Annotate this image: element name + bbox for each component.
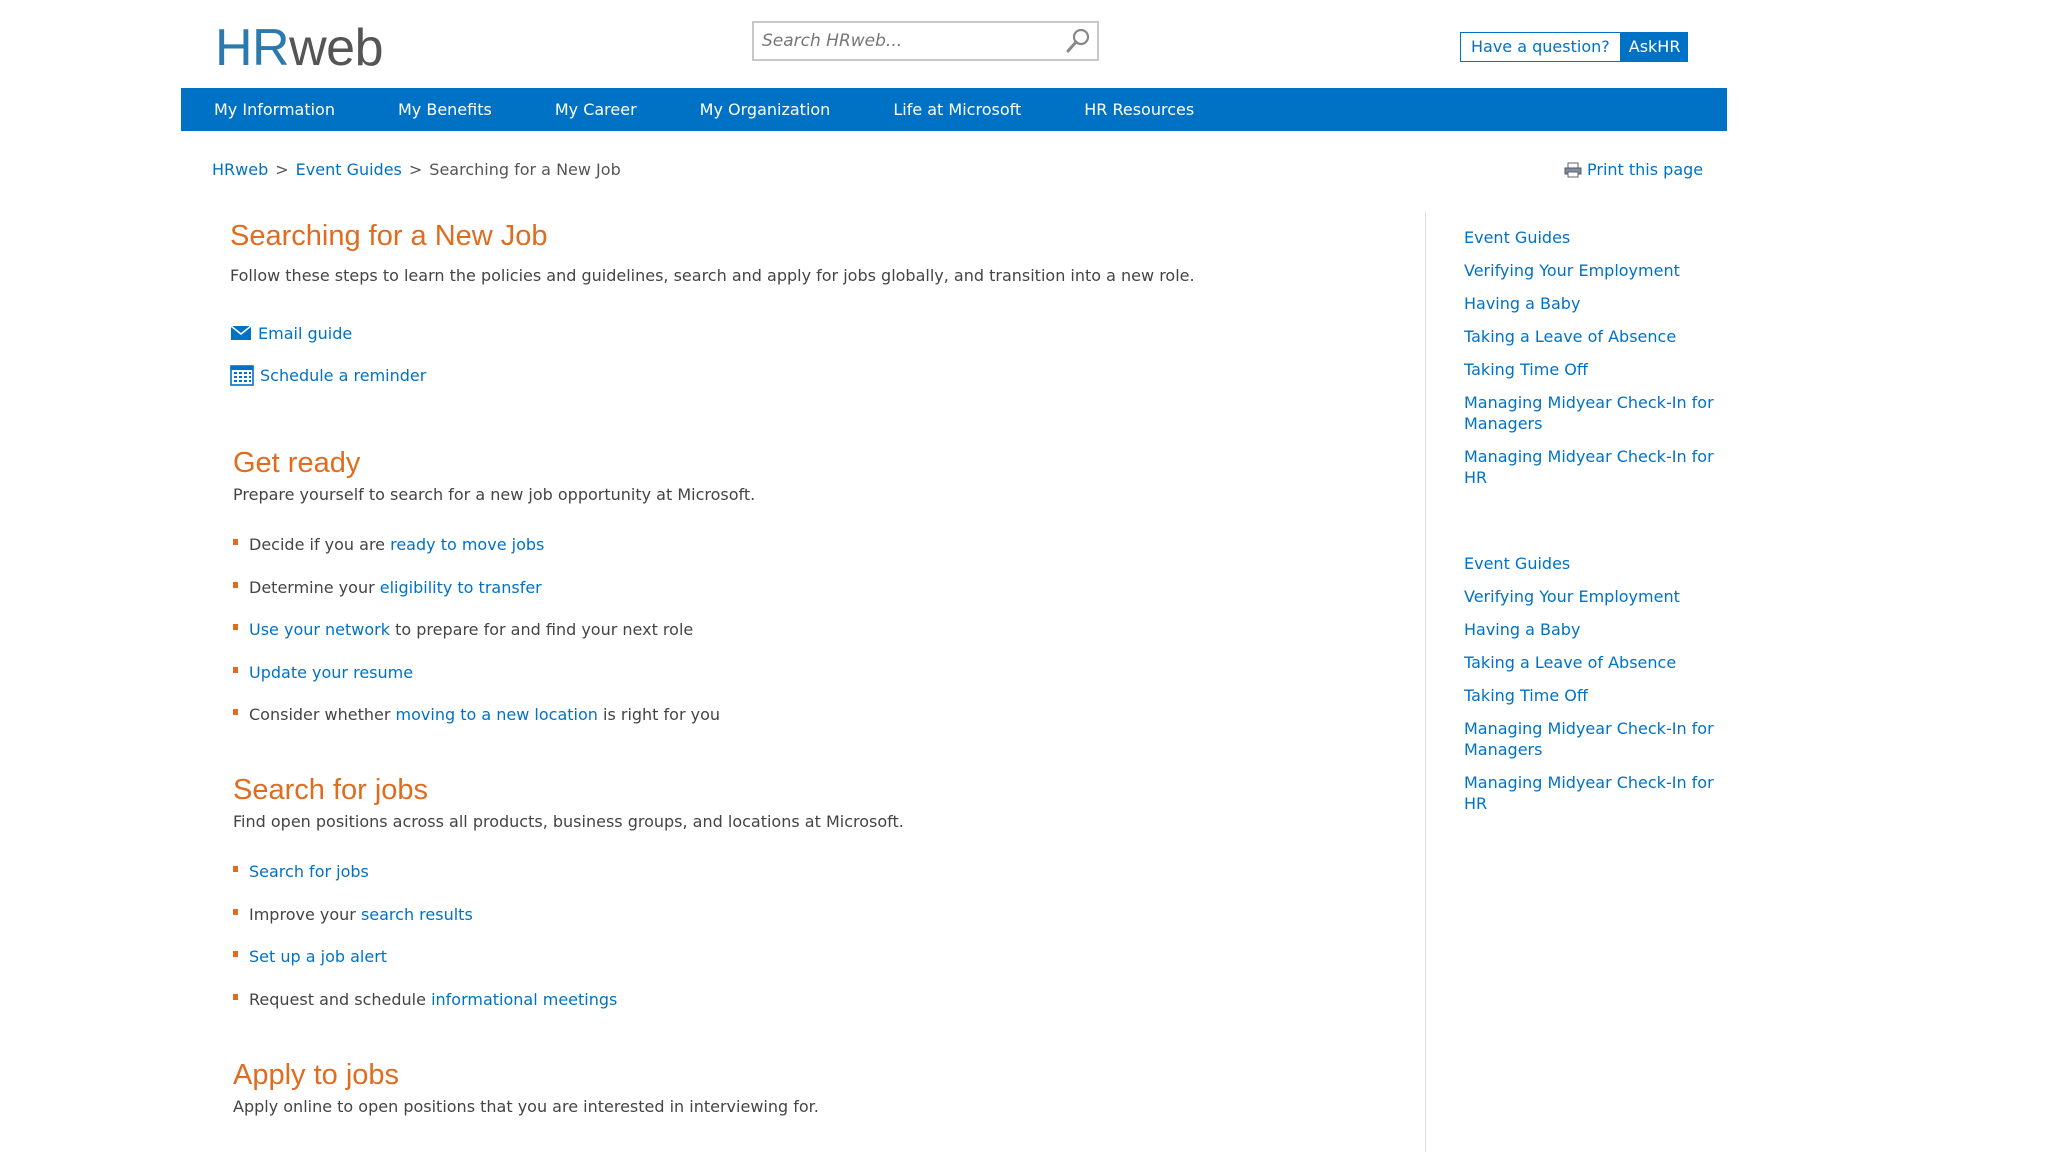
schedule-reminder-label: Schedule a reminder xyxy=(260,365,427,385)
sidebar-item-taking-time-off[interactable]: Taking Time Off xyxy=(1464,686,1588,705)
sidebar-item-midyear-hr[interactable]: Managing Midyear Check-In for HR xyxy=(1464,447,1714,487)
page-intro: Follow these steps to learn the policies and guidelines, search and apply for jobs globally, and transition into a new role. xyxy=(230,266,1195,285)
list-item xyxy=(233,704,1383,726)
breadcrumb-current: Searching for a New Job xyxy=(429,160,621,179)
askhr-widget xyxy=(1460,32,1688,62)
breadcrumb-separator: > xyxy=(275,160,289,179)
magnifier-icon xyxy=(1063,26,1093,56)
calendar-icon xyxy=(230,364,254,386)
logo-web: web xyxy=(289,19,384,77)
list-item xyxy=(233,662,1383,684)
list-item xyxy=(233,989,1383,1011)
sidebar-item-event-guides[interactable]: Event Guides xyxy=(1464,228,1571,247)
sidebar-item-having-a-baby[interactable]: Having a Baby xyxy=(1464,294,1581,313)
ready-to-move-jobs-link[interactable]: ready to move jobs xyxy=(390,535,545,554)
section-description: Find open positions across all products, business groups, and locations at Microsoft. xyxy=(233,812,904,831)
top-nav xyxy=(181,88,1727,131)
search-button[interactable] xyxy=(1063,26,1093,56)
sidebar-links-group xyxy=(1464,227,1724,500)
list-item xyxy=(233,534,1383,556)
search-input[interactable] xyxy=(754,23,1052,59)
search-results-link[interactable]: search results xyxy=(360,904,473,924)
nav-my-benefits[interactable]: My Benefits xyxy=(397,100,492,119)
nav-my-organization[interactable]: My Organization xyxy=(699,100,831,119)
sidebar-item-leave-of-absence[interactable]: Taking a Leave of Absence xyxy=(1464,653,1677,672)
section-title: Apply to jobs xyxy=(233,1059,400,1091)
list-item xyxy=(233,619,1383,641)
sidebar-links-group xyxy=(1464,553,1724,826)
askhr-button[interactable]: AskHR xyxy=(1621,32,1689,62)
sidebar-item-taking-time-off[interactable]: Taking Time Off xyxy=(1464,360,1588,379)
logo-hr: HR xyxy=(215,19,290,77)
print-page-link[interactable] xyxy=(1564,160,1703,179)
search-for-jobs-link[interactable]: Search for jobs xyxy=(249,862,369,881)
use-your-network-link[interactable]: Use your network xyxy=(249,620,391,639)
nav-my-career[interactable]: My Career xyxy=(554,100,637,119)
set-up-job-alert-link[interactable]: Set up a job alert xyxy=(249,947,388,966)
list-item xyxy=(233,946,1383,968)
section-description: Apply online to open positions that you are interested in interviewing for. xyxy=(233,1097,819,1116)
bullet-list xyxy=(233,534,1383,726)
breadcrumb-separator: > xyxy=(408,160,423,179)
eligibility-to-transfer-link[interactable]: eligibility to transfer xyxy=(379,577,542,597)
sidebar-item-event-guides[interactable]: Event Guides xyxy=(1464,554,1571,573)
guide-actions xyxy=(230,322,1390,386)
moving-to-new-location-link[interactable]: moving to a new location xyxy=(395,705,598,724)
list-item-text: is right for you xyxy=(597,705,721,724)
list-item-text: to prepare for and find your next role xyxy=(390,620,694,639)
hrweb-logo[interactable] xyxy=(215,18,383,78)
section-get-ready xyxy=(233,443,1383,747)
bullet-list xyxy=(233,861,1383,1011)
list-item xyxy=(233,577,1383,599)
page-title: Searching for a New Job xyxy=(230,220,548,252)
section-search-for-jobs xyxy=(233,770,1383,1031)
sidebar-item-midyear-managers[interactable]: Managing Midyear Check-In for Managers xyxy=(1464,393,1714,433)
informational-meetings-link[interactable]: informational meetings xyxy=(431,989,618,1009)
nav-my-information[interactable]: My Information xyxy=(214,100,335,119)
sidebar-divider xyxy=(1425,212,1426,1152)
section-title: Get ready xyxy=(233,447,361,479)
section-title: Search for jobs xyxy=(233,774,429,806)
envelope-icon xyxy=(230,324,252,342)
breadcrumb-home[interactable]: HRweb xyxy=(212,160,269,179)
section-apply-to-jobs xyxy=(233,1055,1383,1116)
sidebar-item-leave-of-absence[interactable]: Taking a Leave of Absence xyxy=(1464,327,1677,346)
list-item xyxy=(233,904,1383,926)
main-content xyxy=(230,216,1390,406)
email-guide-label: Email guide xyxy=(258,323,353,343)
sidebar-item-verifying-employment[interactable]: Verifying Your Employment xyxy=(1464,587,1680,606)
print-page-label: Print this page xyxy=(1587,160,1704,179)
sidebar-item-midyear-managers[interactable]: Managing Midyear Check-In for Managers xyxy=(1464,719,1714,759)
email-guide-link[interactable] xyxy=(230,322,1390,344)
breadcrumb-event-guides[interactable]: Event Guides xyxy=(295,160,402,179)
nav-life-at-microsoft[interactable]: Life at Microsoft xyxy=(893,100,1022,119)
nav-hr-resources[interactable]: HR Resources xyxy=(1084,100,1195,119)
list-item-text: Request and schedule xyxy=(249,989,432,1009)
list-item xyxy=(233,861,1383,883)
list-item-text: Improve your xyxy=(249,904,361,924)
list-item-text: Consider whether xyxy=(249,705,396,724)
search-box xyxy=(752,21,1099,61)
have-a-question-button[interactable]: Have a question? xyxy=(1460,32,1621,62)
list-item-text: Determine your xyxy=(249,577,380,597)
printer-icon xyxy=(1564,162,1582,178)
sidebar-item-midyear-hr[interactable]: Managing Midyear Check-In for HR xyxy=(1464,773,1714,813)
list-item-text: Decide if you are xyxy=(249,535,391,554)
schedule-reminder-link[interactable] xyxy=(230,364,1390,386)
update-your-resume-link[interactable]: Update your resume xyxy=(249,662,414,682)
sidebar-item-having-a-baby[interactable]: Having a Baby xyxy=(1464,620,1581,639)
breadcrumb xyxy=(212,160,621,179)
sidebar-item-verifying-employment[interactable]: Verifying Your Employment xyxy=(1464,261,1680,280)
section-description: Prepare yourself to search for a new job opportunity at Microsoft. xyxy=(233,485,756,504)
